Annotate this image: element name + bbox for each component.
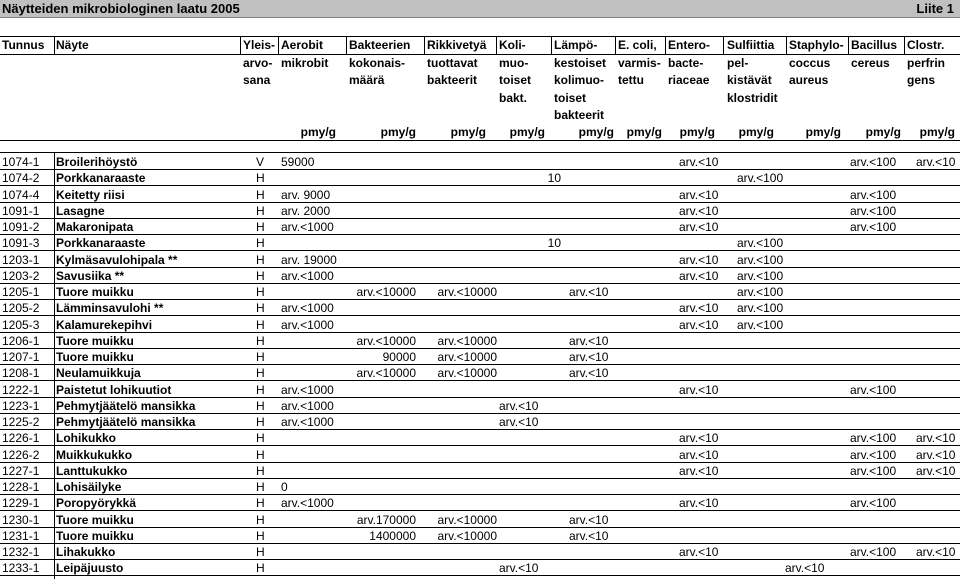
unit-label-ecoli: pmy/g <box>626 125 662 139</box>
grid-line <box>240 36 241 54</box>
cell-nayte: Leipäjuusto <box>56 561 124 575</box>
cell-nayte: Tuore muikku <box>56 513 134 527</box>
cell-aerobit: 0 <box>281 480 288 494</box>
grid-line <box>551 36 552 54</box>
cell-bacillus: arv.<100 <box>850 383 897 397</box>
grid-line <box>0 36 960 37</box>
table-row <box>0 365 960 381</box>
cell-clostr: arv.<10 <box>916 464 956 478</box>
row-separator <box>0 315 960 316</box>
cell-entero: arv.<10 <box>679 301 719 315</box>
cell-nayte: Lohikukko <box>56 431 117 445</box>
grid-line <box>723 36 724 54</box>
cell-entero: arv.<10 <box>679 253 719 267</box>
cell-aerobit: 59000 <box>281 155 315 169</box>
cell-entero: arv.<10 <box>679 496 719 510</box>
cell-tunnus: 1074-1 <box>2 155 40 169</box>
cell-tunnus: 1074-4 <box>2 188 40 202</box>
cell-aerobit: arv.<1000 <box>281 301 334 315</box>
cell-nayte: Lihakukko <box>56 545 116 559</box>
cell-tunnus: 1207-1 <box>2 350 40 364</box>
cell-clostr: arv.<10 <box>916 545 956 559</box>
cell-bacillus: arv.<100 <box>850 496 897 510</box>
cell-bakteerien: arv.<10000 <box>356 285 416 299</box>
cell-yleis: H <box>256 269 265 283</box>
column-header-koli: Koli- muo- toiset bakt. <box>499 38 532 105</box>
unit-label-staph: pmy/g <box>805 125 841 139</box>
cell-nayte: Lohisäilyke <box>56 480 122 494</box>
cell-nayte: Broilerihöystö <box>56 155 138 169</box>
cell-nayte: Savusiika ** <box>56 269 125 283</box>
cell-yleis: H <box>256 253 265 267</box>
unit-label-rikkivetya: pmy/g <box>450 125 486 139</box>
cell-rikkivetya: arv.<10000 <box>437 350 497 364</box>
cell-ecoli: arv.<10 <box>569 529 609 543</box>
table-row <box>0 479 960 495</box>
cell-entero: arv.<10 <box>679 188 719 202</box>
column-header-clostr: Clostr. perfrin gens <box>907 38 946 87</box>
column-header-yleisarvosana: Yleis- arvo- sana <box>243 38 276 87</box>
cell-ecoli: arv.<10 <box>569 334 609 348</box>
cell-clostr: arv.<10 <box>916 431 956 445</box>
table-row <box>0 560 960 576</box>
row-separator <box>0 380 960 381</box>
table-row <box>0 349 960 365</box>
cell-clostr: arv.<10 <box>916 448 956 462</box>
cell-sulfiittia: arv.<100 <box>737 236 784 250</box>
cell-lampo: 10 <box>547 171 561 185</box>
cell-yleis: H <box>256 448 265 462</box>
cell-tunnus: 1203-2 <box>2 269 40 283</box>
row-separator <box>0 445 960 446</box>
cell-bacillus: arv.<100 <box>850 188 897 202</box>
cell-entero: arv.<10 <box>679 383 719 397</box>
column-header-staph: Staphylo- coccus aureus <box>789 38 844 87</box>
cell-rikkivetya: arv.<10000 <box>437 366 497 380</box>
cell-yleis: H <box>256 480 265 494</box>
table-row <box>0 333 960 349</box>
cell-nayte: Lämminsavulohi ** <box>56 301 164 315</box>
column-header-ecoli: E. coli, varmis- tettu <box>618 38 661 87</box>
unit-label-lampo: pmy/g <box>578 125 614 139</box>
cell-aerobit: arv.<1000 <box>281 415 334 429</box>
cell-tunnus: 1228-1 <box>2 480 40 494</box>
cell-yleis: H <box>256 383 265 397</box>
cell-bacillus: arv.<100 <box>850 155 897 169</box>
table-row <box>0 170 960 186</box>
cell-tunnus: 1232-1 <box>2 545 40 559</box>
cell-ecoli: arv.<10 <box>569 366 609 380</box>
cell-koli: arv.<10 <box>499 415 539 429</box>
cell-entero: arv.<10 <box>679 155 719 169</box>
cell-yleis: H <box>256 415 265 429</box>
cell-tunnus: 1205-1 <box>2 285 40 299</box>
cell-tunnus: 1208-1 <box>2 366 40 380</box>
cell-sulfiittia: arv.<100 <box>737 285 784 299</box>
cell-tunnus: 1091-1 <box>2 204 40 218</box>
cell-tunnus: 1091-2 <box>2 220 40 234</box>
cell-nayte: Kalamurekepihvi <box>56 318 153 332</box>
cell-aerobit: arv.<1000 <box>281 399 334 413</box>
table-row <box>0 398 960 414</box>
cell-yleis: H <box>256 334 265 348</box>
grid-line <box>0 152 960 153</box>
cell-yleis: H <box>256 561 265 575</box>
cell-nayte: Tuore muikku <box>56 334 134 348</box>
cell-bakteerien: 1400000 <box>369 529 416 543</box>
unit-label-sulfiittia: pmy/g <box>738 125 774 139</box>
cell-yleis: H <box>256 529 265 543</box>
cell-aerobit: arv.<1000 <box>281 269 334 283</box>
cell-ecoli: arv.<10 <box>569 285 609 299</box>
cell-aerobit: arv.<1000 <box>281 383 334 397</box>
cell-koli: arv.<10 <box>499 399 539 413</box>
cell-bakteerien: arv.170000 <box>356 513 416 527</box>
table-row <box>0 544 960 560</box>
grid-line <box>786 36 787 54</box>
unit-label-entero: pmy/g <box>679 125 715 139</box>
cell-nayte: Porkkanaraaste <box>56 236 146 250</box>
table-row <box>0 284 960 300</box>
grid-line <box>0 54 960 55</box>
row-separator <box>0 185 960 186</box>
cell-bakteerien: arv.<10000 <box>356 334 416 348</box>
cell-entero: arv.<10 <box>679 269 719 283</box>
cell-tunnus: 1227-1 <box>2 464 40 478</box>
cell-ecoli: arv.<10 <box>569 350 609 364</box>
cell-tunnus: 1230-1 <box>2 513 40 527</box>
cell-clostr: arv.<10 <box>916 155 956 169</box>
table-row <box>0 414 960 430</box>
cell-bacillus: arv.<100 <box>850 545 897 559</box>
cell-yleis: H <box>256 513 265 527</box>
sheet-title: Näytteiden mikrobiologinen laatu 2005 <box>2 1 240 16</box>
cell-nayte: Neulamuikkuja <box>56 366 141 380</box>
grid-line <box>54 36 55 54</box>
cell-nayte: Tuore muikku <box>56 350 134 364</box>
grid-line <box>615 36 616 54</box>
grid-line <box>54 152 55 579</box>
cell-tunnus: 1205-3 <box>2 318 40 332</box>
cell-yleis: H <box>256 188 265 202</box>
cell-bacillus: arv.<100 <box>850 464 897 478</box>
cell-aerobit: arv. 2000 <box>281 204 331 218</box>
cell-staph: arv.<10 <box>785 561 825 575</box>
cell-yleis: H <box>256 236 265 250</box>
cell-rikkivetya: arv.<10000 <box>437 529 497 543</box>
table-row <box>0 187 960 203</box>
cell-entero: arv.<10 <box>679 448 719 462</box>
cell-rikkivetya: arv.<10000 <box>437 513 497 527</box>
cell-nayte: Pehmytjäätelö mansikka <box>56 399 196 413</box>
unit-label-bakteerien: pmy/g <box>380 125 416 139</box>
column-header-bacillus: Bacillus cereus <box>851 38 898 70</box>
column-header-lampo: Lämpö- kestoiset kolimuo- toiset bakteerit <box>554 38 607 122</box>
table-row <box>0 382 960 398</box>
sheet-title-bar <box>0 0 960 18</box>
cell-bacillus: arv.<100 <box>850 431 897 445</box>
cell-sulfiittia: arv.<100 <box>737 269 784 283</box>
cell-entero: arv.<10 <box>679 431 719 445</box>
grid-line <box>496 36 497 54</box>
column-header-tunnus: Tunnus <box>2 38 45 52</box>
column-header-aerobit: Aerobit mikrobit <box>281 38 329 70</box>
unit-label-aerobit: pmy/g <box>300 125 336 139</box>
cell-lampo: 10 <box>547 236 561 250</box>
cell-tunnus: 1205-2 <box>2 301 40 315</box>
cell-bacillus: arv.<100 <box>850 220 897 234</box>
cell-rikkivetya: arv.<10000 <box>437 285 497 299</box>
grid-line <box>848 36 849 54</box>
cell-tunnus: 1203-1 <box>2 253 40 267</box>
column-header-sulfiittia: Sulfiittia pel- kistävät klostridit <box>727 38 778 105</box>
unit-label-bacillus: pmy/g <box>865 125 901 139</box>
table-row <box>0 219 960 235</box>
unit-label-clostr: pmy/g <box>919 125 955 139</box>
table-row <box>0 154 960 170</box>
cell-tunnus: 1233-1 <box>2 561 40 575</box>
cell-yleis: H <box>256 350 265 364</box>
cell-nayte: Tuore muikku <box>56 285 134 299</box>
cell-nayte: Paistetut lohikuutiot <box>56 383 172 397</box>
cell-rikkivetya: arv.<10000 <box>437 334 497 348</box>
appendix-label: Liite 1 <box>916 1 954 16</box>
cell-yleis: H <box>256 171 265 185</box>
cell-bakteerien: arv.<10000 <box>356 366 416 380</box>
table-row <box>0 268 960 284</box>
grid-line <box>665 36 666 54</box>
cell-entero: arv.<10 <box>679 545 719 559</box>
cell-nayte: Keitetty riisi <box>56 188 125 202</box>
cell-entero: arv.<10 <box>679 220 719 234</box>
cell-tunnus: 1229-1 <box>2 496 40 510</box>
table-row <box>0 252 960 268</box>
cell-nayte: Pehmytjäätelö mansikka <box>56 415 196 429</box>
table-row <box>0 317 960 333</box>
cell-tunnus: 1225-2 <box>2 415 40 429</box>
cell-tunnus: 1222-1 <box>2 383 40 397</box>
table-row <box>0 447 960 463</box>
cell-aerobit: arv.<1000 <box>281 496 334 510</box>
cell-yleis: H <box>256 220 265 234</box>
column-header-bakteerien: Bakteerien kokonais- määrä <box>349 38 411 87</box>
cell-tunnus: 1226-2 <box>2 448 40 462</box>
cell-nayte: Poropyörykkä <box>56 496 137 510</box>
cell-tunnus: 1206-1 <box>2 334 40 348</box>
cell-nayte: Porkkanaraaste <box>56 171 146 185</box>
cell-yleis: H <box>256 399 265 413</box>
cell-aerobit: arv.<1000 <box>281 220 334 234</box>
cell-aerobit: arv. 9000 <box>281 188 331 202</box>
grid-line <box>904 36 905 54</box>
cell-bacillus: arv.<100 <box>850 448 897 462</box>
grid-line <box>278 36 279 54</box>
cell-yleis: H <box>256 431 265 445</box>
table-row <box>0 430 960 446</box>
cell-nayte: Lanttukukko <box>56 464 128 478</box>
cell-ecoli: arv.<10 <box>569 513 609 527</box>
cell-tunnus: 1074-2 <box>2 171 40 185</box>
cell-entero: arv.<10 <box>679 464 719 478</box>
table-row <box>0 512 960 528</box>
cell-sulfiittia: arv.<100 <box>737 301 784 315</box>
table-row <box>0 495 960 511</box>
table-row <box>0 463 960 479</box>
cell-aerobit: arv.<1000 <box>281 318 334 332</box>
cell-nayte: Makaronipata <box>56 220 134 234</box>
table-row <box>0 235 960 251</box>
row-separator <box>0 250 960 251</box>
cell-yleis: H <box>256 301 265 315</box>
cell-nayte: Tuore muikku <box>56 529 134 543</box>
cell-sulfiittia: arv.<100 <box>737 318 784 332</box>
cell-tunnus: 1223-1 <box>2 399 40 413</box>
cell-bacillus: arv.<100 <box>850 204 897 218</box>
cell-yleis: H <box>256 545 265 559</box>
cell-nayte: Muikkukukko <box>56 448 133 462</box>
cell-yleis: H <box>256 318 265 332</box>
grid-line <box>0 140 960 141</box>
cell-tunnus: 1091-3 <box>2 236 40 250</box>
cell-koli: arv.<10 <box>499 561 539 575</box>
cell-yleis: H <box>256 285 265 299</box>
cell-aerobit: arv. 19000 <box>281 253 337 267</box>
cell-entero: arv.<10 <box>679 204 719 218</box>
column-header-nayte: Näyte <box>56 38 89 52</box>
grid-line <box>424 36 425 54</box>
cell-nayte: Kylmäsavulohipala ** <box>56 253 178 267</box>
cell-sulfiittia: arv.<100 <box>737 253 784 267</box>
cell-yleis: V <box>256 155 265 169</box>
row-separator <box>0 510 960 511</box>
column-header-rikkivetya: Rikkivetyä tuottavat bakteerit <box>427 38 487 87</box>
cell-yleis: H <box>256 204 265 218</box>
cell-entero: arv.<10 <box>679 318 719 332</box>
unit-label-koli: pmy/g <box>509 125 545 139</box>
cell-yleis: H <box>256 464 265 478</box>
cell-yleis: H <box>256 366 265 380</box>
cell-tunnus: 1226-1 <box>2 431 40 445</box>
cell-bakteerien: 90000 <box>382 350 416 364</box>
column-header-entero: Entero- bacte- riaceae <box>668 38 710 87</box>
table-row <box>0 203 960 219</box>
cell-nayte: Lasagne <box>56 204 105 218</box>
grid-line <box>346 36 347 54</box>
cell-sulfiittia: arv.<100 <box>737 171 784 185</box>
row-separator <box>0 575 960 576</box>
table-row <box>0 528 960 544</box>
table-row <box>0 300 960 316</box>
cell-tunnus: 1231-1 <box>2 529 40 543</box>
cell-yleis: H <box>256 496 265 510</box>
